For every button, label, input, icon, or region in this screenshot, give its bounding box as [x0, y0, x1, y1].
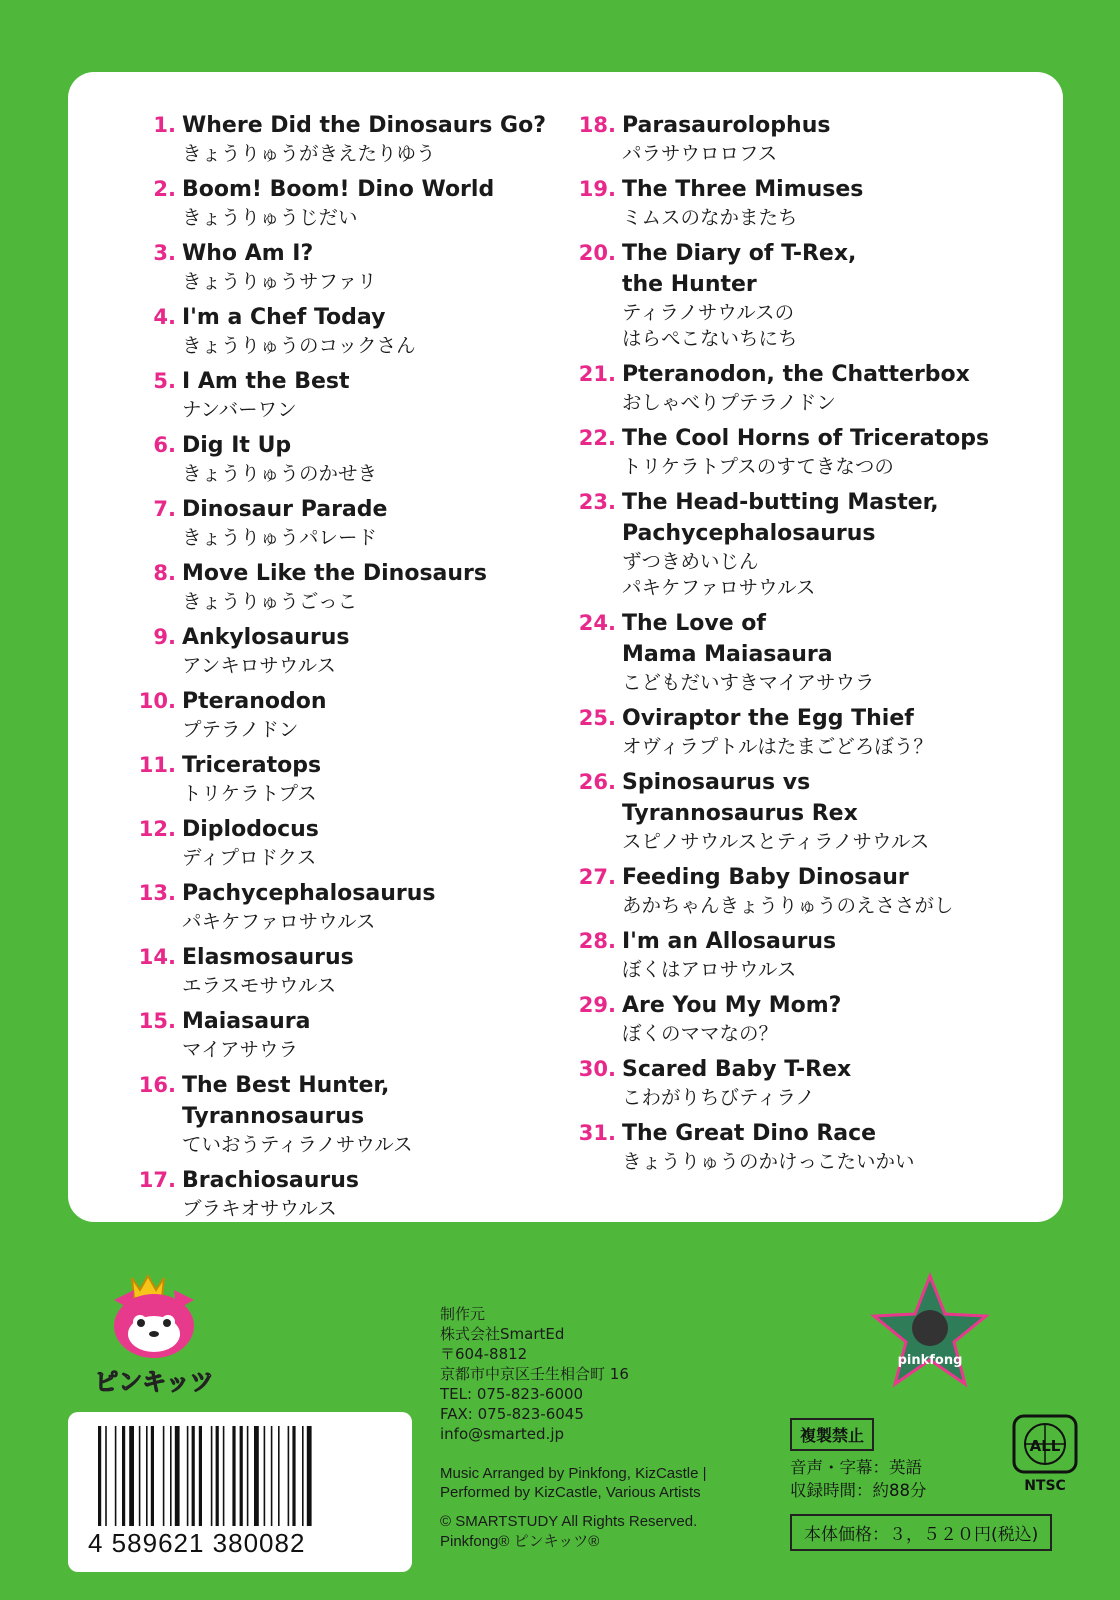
track-title-japanese: きょうりゅうがきえたりゆう [182, 142, 436, 165]
track-column-right [576, 110, 1056, 1182]
track-title: The Diary of T-Rex, the Hunter [622, 241, 857, 297]
track-number: 22. [578, 426, 616, 450]
track-number: 6. [153, 433, 176, 457]
track-title: Move Like the Dinosaurs [182, 561, 487, 586]
pinkfong-star-badge [868, 1272, 992, 1392]
track-number: 31. [578, 1121, 616, 1145]
track-title-japanese: パラサウロロフス [622, 142, 778, 165]
track-title: Triceratops [182, 753, 322, 778]
track-title-japanese: おしゃべりプテラノドン [622, 391, 836, 414]
track-number: 7. [153, 497, 176, 521]
track-item [576, 1118, 1056, 1175]
track-title: Ankylosaurus [182, 625, 350, 650]
track-title-japanese: ずつきめいじん パキケファロサウルス [622, 550, 816, 599]
track-number: 20. [578, 241, 616, 265]
track-title-japanese: ていおうティラノサウルス [182, 1133, 413, 1156]
track-title-japanese: オヴィラプトルはたまごどろぼう？ [622, 735, 933, 758]
track-item [576, 1054, 1056, 1111]
track-number: 14. [138, 945, 176, 969]
track-item [576, 359, 1056, 416]
track-item [136, 494, 556, 551]
track-title-japanese: スピノサウルスとティラノサウルス [622, 830, 930, 853]
pinkfong-logo [84, 1270, 224, 1400]
copyright [440, 1512, 697, 1552]
track-title: Pteranodon, the Chatterbox [622, 362, 970, 387]
track-title: Brachiosaurus [182, 1168, 360, 1193]
track-title: Maiasaura [182, 1009, 311, 1034]
track-item [136, 1006, 556, 1063]
track-number: 9. [153, 625, 176, 649]
track-item [576, 608, 1056, 696]
track-number: 25. [578, 706, 616, 730]
track-title: Dinosaur Parade [182, 497, 388, 522]
track-number: 12. [138, 817, 176, 841]
track-item [136, 1165, 556, 1222]
track-title: The Head-butting Master, Pachycephalosaurus [622, 490, 939, 546]
track-title: Where Did the Dinosaurs Go? [182, 113, 546, 138]
rating-badge [1012, 1414, 1078, 1496]
track-title: The Great Dino Race [622, 1121, 877, 1146]
publisher-fax: FAX: 075-823-6045 [440, 1405, 584, 1423]
track-number: 24. [578, 611, 616, 635]
publisher-address: 京都市中京区壬生相合町 16 [440, 1365, 629, 1383]
track-number: 28. [578, 929, 616, 953]
track-number: 4. [153, 305, 176, 329]
track-title: Who Am I? [182, 241, 314, 266]
track-title: The Love of Mama Maiasaura [622, 611, 833, 667]
track-item [136, 110, 556, 167]
track-number: 21. [578, 362, 616, 386]
track-item [136, 366, 556, 423]
barcode-number: 4 589621 380082 [88, 1528, 306, 1558]
track-number: 2. [153, 177, 176, 201]
track-title: The Three Mimuses [622, 177, 864, 202]
track-item [576, 487, 1056, 601]
track-title-japanese: ミムスのなかまたち [622, 206, 798, 229]
track-title: Diplodocus [182, 817, 319, 842]
track-title-japanese: きょうりゅうサファリ [182, 270, 377, 293]
track-title-japanese: ティラノサウルスの はらぺこないちにち [622, 301, 798, 350]
track-item [576, 423, 1056, 480]
track-title: Boom! Boom! Dino World [182, 177, 495, 202]
track-item [136, 238, 556, 295]
track-number: 17. [138, 1168, 176, 1192]
credits-line2: Performed by KizCastle, Various Artists [440, 1484, 701, 1501]
track-title-japanese: プテラノドン [182, 718, 299, 741]
rating-format: NTSC [1024, 1478, 1066, 1494]
track-title-japanese: きょうりゅうじだい [182, 206, 358, 229]
track-title-japanese: ナンバーワン [182, 398, 297, 421]
track-title: The Best Hunter, Tyrannosaurus [182, 1073, 390, 1129]
track-number: 11. [138, 753, 176, 777]
track-title-japanese: ぼくのママなの？ [622, 1022, 779, 1045]
spec-info [790, 1456, 927, 1502]
barcode [68, 1412, 412, 1572]
track-item [136, 622, 556, 679]
track-title-japanese: トリケラトプス [182, 782, 317, 805]
track-title-japanese: ブラキオサウルス [182, 1197, 337, 1220]
track-number: 29. [578, 993, 616, 1017]
track-number: 5. [153, 369, 176, 393]
track-number: 15. [138, 1009, 176, 1033]
track-number: 26. [578, 770, 616, 794]
track-title: Spinosaurus vs Tyrannosaurus Rex [622, 770, 858, 826]
track-title-japanese: トリケラトプスのすてきなつの [622, 455, 894, 478]
track-title-japanese: こどもだいすきマイアサウラ [622, 671, 875, 694]
credits-line1: Music Arranged by Pinkfong, KizCastle | [440, 1465, 707, 1482]
track-title-japanese: きょうりゅうごっこ [182, 590, 358, 613]
track-title: Elasmosaurus [182, 945, 354, 970]
track-item [136, 814, 556, 871]
track-item [136, 942, 556, 999]
track-title: Parasaurolophus [622, 113, 831, 138]
track-title: I'm an Allosaurus [622, 929, 837, 954]
track-number: 10. [138, 689, 176, 713]
track-title: Oviraptor the Egg Thief [622, 706, 914, 731]
track-title-japanese: きょうりゅうパレード [182, 526, 378, 549]
track-item [136, 878, 556, 935]
publisher-company: 株式会社SmartEd [440, 1325, 565, 1343]
track-list-panel [68, 72, 1063, 1222]
track-item [576, 110, 1056, 167]
track-title: I'm a Chef Today [182, 305, 386, 330]
track-title: Scared Baby T-Rex [622, 1057, 852, 1082]
track-item [576, 703, 1056, 760]
track-number: 18. [578, 113, 616, 137]
track-number: 30. [578, 1057, 616, 1081]
track-item [136, 1070, 556, 1158]
track-title: Pteranodon [182, 689, 327, 714]
track-title: I Am the Best [182, 369, 350, 394]
publisher-tel: TEL: 075-823-6000 [440, 1385, 584, 1403]
track-title-japanese: あかちゃんきょうりゅうのえささがし [622, 894, 954, 917]
publisher-info [440, 1304, 629, 1444]
track-number: 23. [578, 490, 616, 514]
track-item [136, 302, 556, 359]
track-item [576, 926, 1056, 983]
track-title: Dig It Up [182, 433, 292, 458]
copyright-line1: © SMARTSTUDY All Rights Reserved. [440, 1513, 698, 1530]
track-column-left [136, 110, 556, 1229]
track-number: 8. [153, 561, 176, 585]
track-item [576, 238, 1056, 352]
track-item [576, 174, 1056, 231]
track-title-japanese: こわがりちびティラノ [622, 1086, 815, 1109]
track-item [136, 686, 556, 743]
track-title-japanese: きょうりゅうのかせき [182, 462, 378, 485]
track-title-japanese: ディプロドクス [182, 846, 317, 869]
track-item [136, 558, 556, 615]
track-title-japanese: マイアサウラ [182, 1038, 299, 1061]
track-title-japanese: パキケファロサウルス [182, 910, 376, 933]
track-title-japanese: きょうりゅうのコックさん [182, 334, 416, 357]
rating-label: ALL [1029, 1437, 1061, 1455]
track-number: 27. [578, 865, 616, 889]
track-number: 13. [138, 881, 176, 905]
track-item [576, 862, 1056, 919]
track-title-japanese: きょうりゅうのかけっこたいかい [622, 1150, 915, 1173]
track-item [136, 750, 556, 807]
copyright-line2: Pinkfong® ピンキッツ® [440, 1533, 600, 1550]
publisher-postal: 〒604-8812 [440, 1345, 528, 1363]
track-number: 16. [138, 1073, 176, 1097]
track-title-japanese: アンキロサウルス [182, 654, 337, 677]
price-label: 本体価格：３，５２０円(税込) [790, 1514, 1052, 1551]
track-title-japanese: ぼくはアロサウルス [622, 958, 797, 981]
track-title: Are You My Mom? [622, 993, 842, 1018]
track-item [576, 767, 1056, 855]
no-copy-notice: 複製禁止 [790, 1418, 874, 1451]
publisher-label: 制作元 [440, 1305, 486, 1323]
track-number: 1. [153, 113, 176, 137]
publisher-email: info@smarted.jp [440, 1425, 565, 1443]
spec-runtime: 収録時間：約88分 [790, 1481, 927, 1500]
track-item [576, 990, 1056, 1047]
track-number: 3. [153, 241, 176, 265]
track-item [136, 174, 556, 231]
spec-audio: 音声・字幕：英語 [790, 1458, 922, 1477]
track-title: The Cool Horns of Triceratops [622, 426, 990, 451]
track-number: 19. [578, 177, 616, 201]
barcode-bars [68, 1412, 412, 1532]
track-item [136, 430, 556, 487]
track-title: Feeding Baby Dinosaur [622, 865, 909, 890]
badge-text: pinkfong [897, 1353, 963, 1368]
music-credits [440, 1464, 707, 1502]
track-title: Pachycephalosaurus [182, 881, 436, 906]
logo-text: ピンキッツ [94, 1368, 214, 1396]
track-title-japanese: エラスモサウルス [182, 974, 337, 997]
